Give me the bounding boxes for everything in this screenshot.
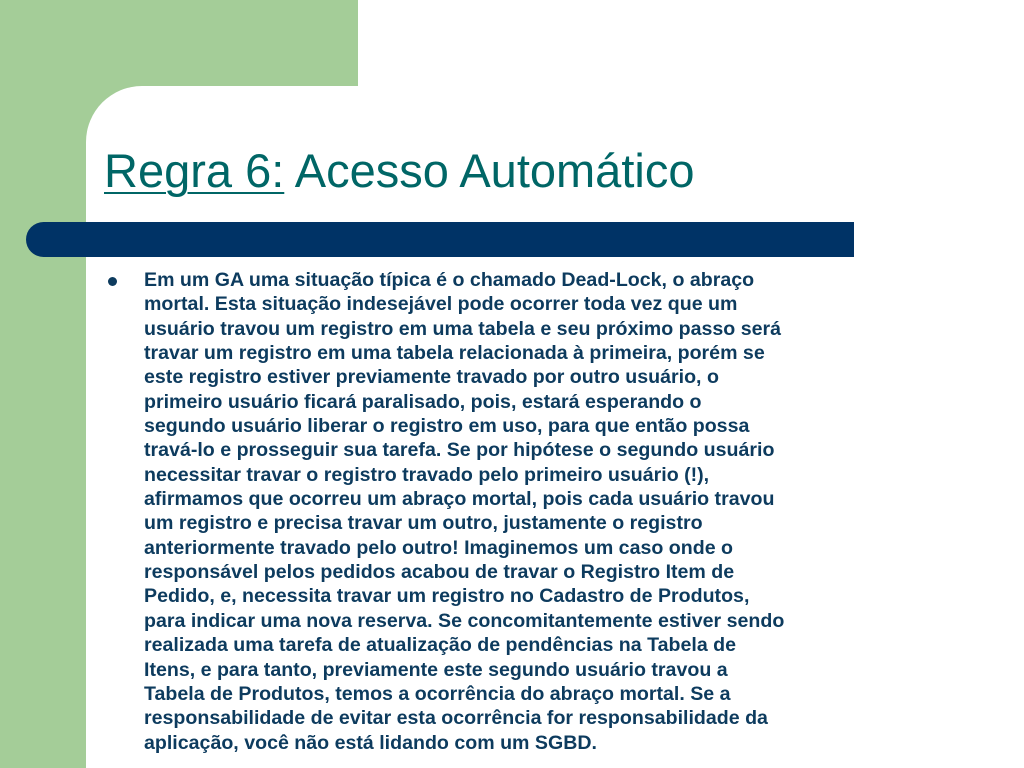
text-line: usuário travou um registro em uma tabela e seu próximo passo será	[144, 317, 782, 340]
text-line: mortal. Esta situação indesejável pode ocorrer toda vez que um	[144, 293, 738, 316]
text-line: primeiro usuário ficará paralisado, pois, estará esperando o	[144, 390, 702, 413]
bullet-dot-icon	[108, 277, 117, 286]
slide-title	[104, 142, 694, 200]
text-line: responsabilidade de evitar esta ocorrência for responsabilidade da	[144, 707, 768, 730]
bullet-item	[108, 268, 988, 755]
text-line: travar um registro em uma tabela relacionada à primeira, porém se	[144, 342, 765, 365]
text-line: afirmamos que ocorreu um abraço mortal, pois cada usuário travou	[144, 488, 775, 511]
text-line: Em um GA uma situação típica é o chamado Dead-Lock, o abraço	[144, 269, 755, 291]
text-line: anteriormente travado pelo outro! Imaginemos um caso onde o	[144, 536, 733, 559]
text-line: travá-lo e prosseguir sua tarefa. Se por hipótese o segundo usuário	[144, 439, 775, 462]
text-line: Pedido, e, necessita travar um registro no Cadastro de Produtos,	[144, 585, 750, 608]
text-line: para indicar uma nova reserva. Se concomitantemente estiver sendo	[144, 609, 785, 632]
text-line: segundo usuário liberar o registro em uso, para que então possa	[144, 415, 750, 438]
bullet-text	[144, 268, 988, 755]
text-line: um registro e precisa travar um outro, justamente o registro	[144, 512, 703, 535]
text-line: Tabela de Produtos, temos a ocorrência do abraço mortal. Se a	[144, 682, 731, 705]
text-line: Itens, e para tanto, previamente este segundo usuário travou a	[144, 658, 728, 681]
text-line: responsável pelos pedidos acabou de travar o Registro Item de	[144, 561, 735, 584]
text-line: realizada uma tarefa de atualização de pendências na Tabela de	[144, 634, 737, 657]
slide-title-prefix: Regra 6:	[104, 144, 285, 197]
slide-title-rest: Acesso Automático	[284, 144, 695, 197]
text-line: aplicação, você não está lidando com um SGBD.	[144, 731, 597, 754]
text-line: necessitar travar o registro travado pelo primeiro usuário (!),	[144, 463, 710, 486]
text-line: este registro estiver previamente travado por outro usuário, o	[144, 366, 719, 389]
title-divider-bar	[26, 222, 854, 257]
